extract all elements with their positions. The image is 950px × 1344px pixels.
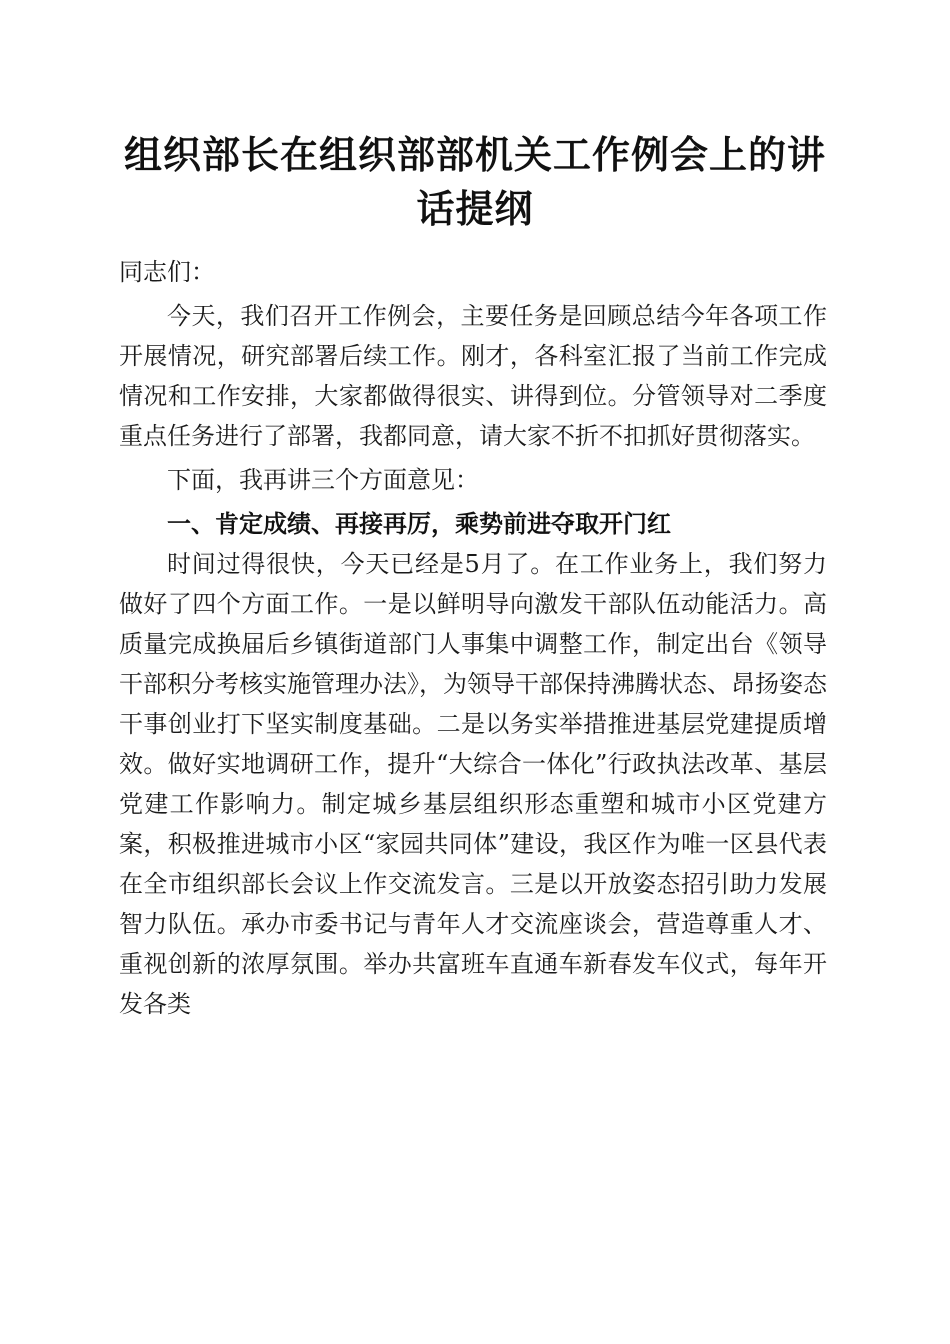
section-heading-1: 一、肯定成绩、再接再厉，乘势前进夺取开门红 bbox=[167, 510, 671, 538]
document-title: 组织部长在组织部部机关工作例会上的讲话提纲 bbox=[123, 132, 826, 231]
document-body bbox=[119, 252, 827, 1024]
opening-paragraph: 今天，我们召开工作例会，主要任务是回顾总结今年各项工作开展情况，研究部署后续工作。刚才，各科室汇报了当前工作完成情况和工作安排，大家都做得很实、讲得到位。分管领导对二季度重点任务进行了部署，我都同意，请大家不折不扣抓好贯彻落实。 bbox=[119, 302, 827, 450]
transition-paragraph: 下面，我再讲三个方面意见： bbox=[167, 466, 479, 494]
salutation: 同志们： bbox=[119, 258, 215, 286]
section-1-paragraph: 时间过得很快，今天已经是5月了。在工作业务上，我们努力做好了四个方面工作。一是以鲜明导向激发干部队伍动能活力。高质量完成换届后乡镇街道部门人事集中调整工作，制定出台《领导干部积分考核实施管理办法》，为领导干部保持沸腾状态、昂扬姿态干事创业打下坚实制度基础。二是以务实举措推进基层党建提质增效。做好实地调研工作，提升“大综合一体化”行政执法改革、基层党建工作影响力。制定城乡基层组织形态重塑和城市小区党建方案，积极推进城市小区“家园共同体”建设，我区作为唯一区县代表在全市组织部长会议上作交流发言。三是以开放姿态招引助力发展智力队伍。承办市委书记与青年人才交流座谈会，营造尊重人才、重视创新的浓厚氛围。举办共富班车直通车新春发车仪式，每年开发各类 bbox=[119, 550, 827, 1018]
